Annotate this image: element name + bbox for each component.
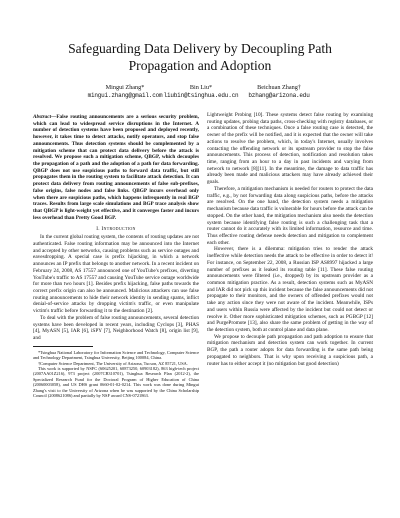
- left-column: [33, 114, 199, 398]
- author-email: mingui.zhang@gmail.com: [87, 91, 163, 99]
- right-column: [207, 112, 373, 367]
- title-line-2: Propagation and Adoption: [128, 58, 272, 73]
- footnote: †Computer Science Department, The University of Arizona, Tucson, AZ 85721, USA.: [38, 360, 188, 366]
- author-name: Bin Liu*: [189, 84, 213, 91]
- footnote: *Tsinghua National Laboratory for Information Science and Technology, Computer Science and Technology Department, Tsinghua University, Beijing 100084, China.: [33, 349, 199, 361]
- section-heading: I. Introduction: [96, 225, 136, 232]
- abstract: [33, 114, 199, 222]
- author-name: Beichuan Zhang†: [257, 84, 301, 91]
- author-3: [219, 84, 339, 99]
- author-name: Mingui Zhang*: [105, 84, 145, 91]
- body-paragraph: In the current global routing system, the contents of routing updates are not authenticated. False routing information may be announced into the Internet and accepted by other networks, causing problems such as service outages and eavesdropping. A special case is prefix hijacking, in which a network announces an IP prefix that belongs to another network. In a recent incident on February 24, 2008, AS 17557 announced one of YouTube's prefixes, diverting YouTube's traffic to AS 17557 and causing YouTube service outage worldwide for more than two hours [1]. Besides prefix hijacking, false paths towards the correct prefix origin can also be announced. Malicious attackers can use false routing announcements to hide their network identity in sending spams, inflict denial-of-service attacks by dropping victim's traffic, or even manipulate victim's traffic before forwarding it to the destination [2].: [33, 234, 199, 315]
- title-line-1: Safeguarding Data Delivery by Decoupling Path: [68, 41, 332, 56]
- body-paragraph: Lightweight Probing [10]. These systems detect false routing by examining routing updates, probing data paths, cross-checking with registry databases, or a combination of these techniques. Once a false routing case is detected, the owner of the prefix will be notified, and it is expected that the owner will take actions to resolve the problem, which, in today's Internet, usually involves contacting the offending network or its upstream provider to stop the false announcements. This process of detection, notification and resolution takes time, ranging from an hour to a day in past incidents and varying from network to network [8][11]. In the meantime, the damage to data traffic has already been made and malicious attackers may have already achieved their goals.: [207, 112, 373, 186]
- author-block: [0, 84, 400, 104]
- body-paragraph: To deal with the problem of false routing announcements, several detection systems have been developed in recent years, including Cyclops [3], PHAS [4], MyASN [5], IAR [6], iSPY [7], Neighborhood Watch [8], origin list [9], and: [33, 314, 199, 341]
- footnote-rule: [33, 346, 93, 347]
- author-email: liubin@tsinghua.edu.cn: [163, 91, 239, 99]
- footnote: This work is supported by NSFC (60625201, 60873250, 60903182), 863 high-tech project (2007AA01Z216), 973 project (2007CB310701), Tsinghua Research Plan (2012-2), the Specialized Research Fund for the Doctoral Program of Higher Education of China (20060003058), and US DHS grant 0660-01-02-0214. This work was done during Mingui Zhang's visit to the University of Arizona when he was supported by the China Scholarship Council (2008621086) and partially by NSF award CNS-0721863.: [33, 365, 199, 398]
- footnotes: [33, 350, 199, 399]
- body-paragraph: We propose to decouple path propagation and path adoption to ensure that mitigation mechanism and detection system can work together. In current BGP, the path a router adopts for data forwarding is the same path being propagated to neighbors. That is why upon receiving a suspicious path, a router has to either accept it (no mitigation but good detection): [207, 333, 373, 367]
- body-paragraph: Therefore, a mitigation mechanism is needed for routers to protect the data traffic, e.g., by not forwarding data along suspicious paths, before the attacks are resolved. On the one hand, the detection system needs a mitigation mechanism because data traffic is vulnerable for hours before the attack can be stopped. On the other hand, the mitigation mechanism also needs the detection system because identifying false routing is such a challenging task that a router cannot do it accurately with its limited information, resource and time. Thus effective routing defense needs detection and mitigation to complement each other.: [207, 185, 373, 246]
- author-email: bzhang@arizona.edu: [248, 91, 310, 99]
- body-paragraph: However, there is a dilemma: mitigation tries to render the attack ineffective while detection needs the attack to be effective in order to detect it! For instance, on September 22, 2008, a Russian ISP AS8997 hijacked a large number of prefixes as it leaked its routing table [11]. These false routing announcements were filtered (i.e., dropped) by its upstream provider as a common mitigation practice. As a result, detection systems such as MyASN and IAR did not pick up this incident because the false announcements did not propagate to their monitors, and the owners of offended prefixes would not take any action since they were not aware of the incident. Meanwhile, ISPs and users within Russia were affected by the incident but could not detect or resolve it. Other more sophisticated mitigation schemes, such as PGBGP [12] and PurgePromote [13], also share the same problem of getting in the way of the detection system, both at control plane and data plane.: [207, 246, 373, 333]
- abstract-label: Abstract: [33, 114, 52, 120]
- paper-title: [0, 40, 400, 74]
- abstract-text: —False routing announcements are a serious security problem, which can lead to widespread service disruptions in the Internet. A number of detection systems have been proposed and deployed recently, however, it takes time to detect attacks, notify operators, and stop false announcements. Thus detection systems should be complemented by a mitigation scheme that can protect data delivery before the attack is resolved. We propose such a mitigation scheme, QBGP, which decouples the propagation of a path and the adoption of a path for data forwarding. QBGP does not use suspicious paths to forward data traffic, but still propagates them in the routing system to facilitate attack detection. It can protect data delivery from routing announcements of false sub-prefixes, false origins, false nodes and false links. QBGP incurs overhead only when there are suspicious paths, which happens infrequently in real BGP traces. Results from large scale simulations and BGP trace analysis show that QBGP is light-weight yet effective, and it converges faster and incurs less overhead than Pretty Good BGP.: [33, 114, 199, 221]
